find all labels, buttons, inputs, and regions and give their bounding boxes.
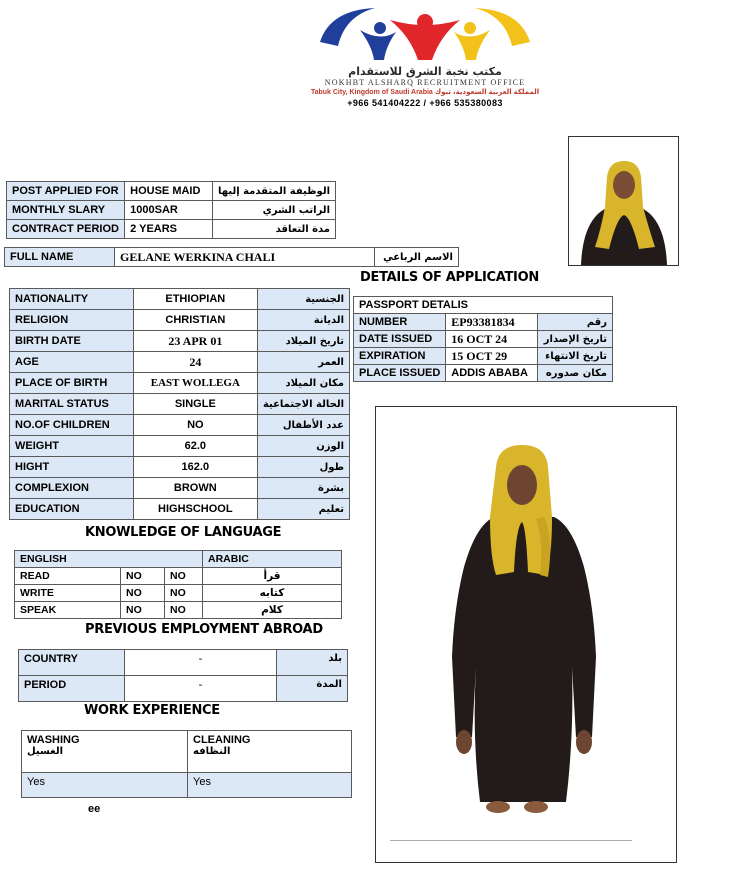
language-table [14,550,342,619]
passport-details-table [353,296,613,382]
table-row [10,436,350,457]
photo-divider [390,840,632,841]
personal-value: BROWN [133,478,257,499]
job-details-table [6,181,336,239]
passport-value: 16 OCT 24 [446,331,538,348]
col-arabic: ARABIC [203,551,342,568]
table-row [10,394,350,415]
work-experience-table [21,730,352,798]
work-label: WASHING [27,734,80,746]
personal-label: PLACE OF BIRTH [10,373,134,394]
table-row [354,331,613,348]
lang-label-ar: قرأ [203,568,342,585]
personal-label: NO.OF CHILDREN [10,415,134,436]
passport-title: PASSPORT DETALIS [354,297,613,314]
personal-value: 24 [133,352,257,373]
passport-value: ADDIS ABABA [446,365,538,382]
personal-value: SINGLE [133,394,257,415]
personal-value: 162.0 [133,457,257,478]
personal-details-table [9,288,350,520]
table-row [15,568,342,585]
personal-label-ar: الجنسية [257,289,349,310]
table-row [354,348,613,365]
table-row [10,499,350,520]
full-name-value: GELANE WERKINA CHALI [115,248,375,267]
applicant-photo-portrait [568,136,679,266]
table-row [15,551,342,568]
lang-label-ar: كتابه [203,585,342,602]
personal-label-ar: العمر [257,352,349,373]
full-name-label: FULL NAME [5,248,115,267]
office-address: Tabuk City, Kingdom of Saudi Arabia المملكة العربية السعودية، تبوك [310,89,540,96]
personal-label: HIGHT [10,457,134,478]
footer-note: ee [88,803,101,815]
personal-label: RELIGION [10,310,134,331]
job-value: 1000SAR [125,201,213,220]
table-row [10,478,350,499]
table-row [10,373,350,394]
personal-label-ar: بشرة [257,478,349,499]
personal-label-ar: طول [257,457,349,478]
prev-value: - [125,676,277,702]
previous-employment-title: PREVIOUS EMPLOYMENT ABROAD [85,622,323,637]
prev-label-ar: بلد [277,650,348,676]
job-label-ar: الراتب الشري [213,201,336,220]
details-title: DETAILS OF APPLICATION [360,270,539,285]
passport-value: EP93381834 [446,314,538,331]
passport-label: NUMBER [354,314,446,331]
table-row [10,352,350,373]
table-row [7,220,336,239]
table-row [354,365,613,382]
passport-label-ar: تاريخ الإصدار [538,331,613,348]
job-label: MONTHLY SLARY [7,201,125,220]
lang-arabic: NO [165,568,203,585]
lang-arabic: NO [165,602,203,619]
lang-label: READ [15,568,121,585]
work-label-ar: النظافه [193,746,231,757]
personal-label-ar: الحالة الاجتماعية [257,394,349,415]
personal-label-ar: تاريخ الميلاد [257,331,349,352]
person-portrait-icon [569,137,678,265]
applicant-photo-full [375,406,677,863]
table-row [10,457,350,478]
lang-label: WRITE [15,585,121,602]
full-name-label-ar: الاسم الرباعي [375,248,459,267]
work-item-cleaning [188,731,352,773]
previous-employment-table [18,649,348,702]
logo-emblem-icon [300,2,550,66]
office-name-english: NOKHBT ALSHARQ RECRUITMENT OFFICE [324,78,526,87]
work-item-washing [22,731,188,773]
passport-label-ar: تاريخ الانتهاء [538,348,613,365]
office-logo [300,2,550,110]
personal-value: 62.0 [133,436,257,457]
passport-value: 15 OCT 29 [446,348,538,365]
table-row [10,310,350,331]
passport-label-ar: مكان صدوره [538,365,613,382]
personal-value: ETHIOPIAN [133,289,257,310]
table-row [22,773,352,798]
person-full-body-icon [376,407,676,837]
lang-english: NO [121,585,165,602]
prev-value: - [125,650,277,676]
col-english: ENGLISH [15,551,203,568]
personal-label: MARITAL STATUS [10,394,134,415]
table-row [354,314,613,331]
table-row [7,201,336,220]
table-row [15,585,342,602]
job-label-ar: الوظيفة المتقدمة إليها [213,182,336,201]
personal-label-ar: عدد الأطفال [257,415,349,436]
personal-value: HIGHSCHOOL [133,499,257,520]
work-experience-title: WORK EXPERIENCE [84,703,220,718]
personal-label-ar: الوزن [257,436,349,457]
full-name-table [4,247,459,267]
work-value: Yes [188,773,352,798]
prev-label: COUNTRY [19,650,125,676]
job-label: POST APPLIED FOR [7,182,125,201]
office-name-arabic: مكتب نخبة الشرق للاستقدام [348,65,502,78]
work-label: CLEANING [193,734,251,746]
personal-value: EAST WOLLEGA [133,373,257,394]
prev-label: PERIOD [19,676,125,702]
personal-value: NO [133,415,257,436]
table-row [22,731,352,773]
prev-label-ar: المدة [277,676,348,702]
personal-label: AGE [10,352,134,373]
lang-english: NO [121,568,165,585]
lang-english: NO [121,602,165,619]
table-row [7,182,336,201]
passport-label: EXPIRATION [354,348,446,365]
table-row [10,289,350,310]
office-phones: +966 541404222 / +966 535380083 [347,98,503,108]
personal-label-ar: تعليم [257,499,349,520]
job-label-ar: مدة التعاقد [213,220,336,239]
lang-arabic: NO [165,585,203,602]
job-value: 2 YEARS [125,220,213,239]
personal-label: BIRTH DATE [10,331,134,352]
personal-label: EDUCATION [10,499,134,520]
personal-label-ar: الديانة [257,310,349,331]
table-row [15,602,342,619]
passport-label-ar: رقم [538,314,613,331]
table-row [10,415,350,436]
lang-label: SPEAK [15,602,121,619]
table-row [19,676,348,702]
job-value: HOUSE MAID [125,182,213,201]
language-title: KNOWLEDGE OF LANGUAGE [85,525,282,540]
table-row [5,248,459,267]
work-label-ar: الغسيل [27,746,64,757]
table-row [19,650,348,676]
personal-value: 23 APR 01 [133,331,257,352]
table-row [354,297,613,314]
job-label: CONTRACT PERIOD [7,220,125,239]
table-row [10,331,350,352]
lang-label-ar: كلام [203,602,342,619]
passport-label: DATE ISSUED [354,331,446,348]
personal-label: WEIGHT [10,436,134,457]
work-value: Yes [22,773,188,798]
personal-value: CHRISTIAN [133,310,257,331]
personal-label: COMPLEXION [10,478,134,499]
passport-label: PLACE ISSUED [354,365,446,382]
personal-label-ar: مكان الميلاد [257,373,349,394]
personal-label: NATIONALITY [10,289,134,310]
